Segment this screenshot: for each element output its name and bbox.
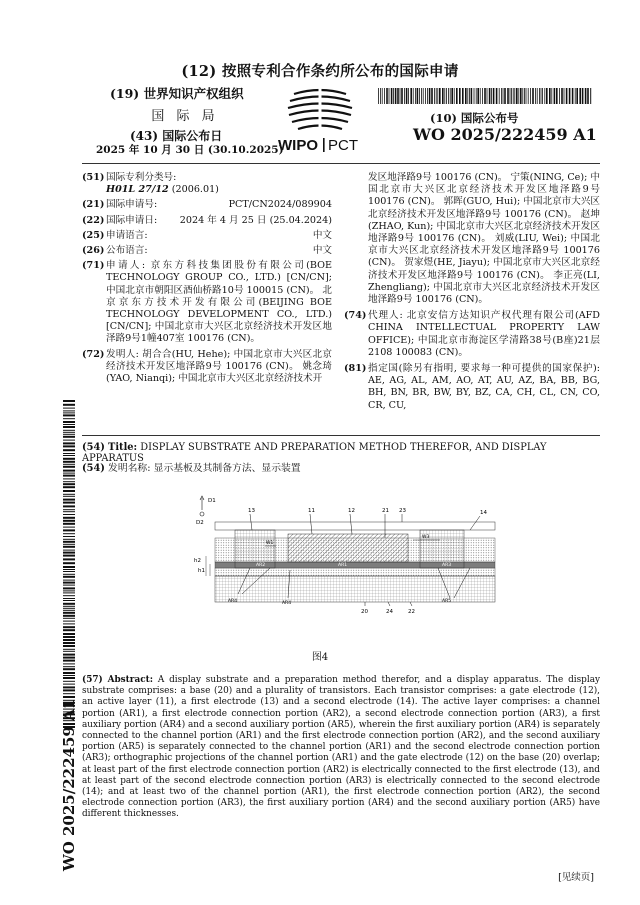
barcode-bar bbox=[566, 88, 568, 104]
barcode-bar bbox=[549, 88, 551, 104]
barcode-bar bbox=[63, 668, 75, 670]
label-11: 11 bbox=[308, 508, 315, 514]
barcode-bar bbox=[579, 88, 581, 104]
barcode-bar bbox=[471, 88, 473, 104]
designated-states: 指定国(除另有指明, 要求每一种可提供的国家保护): AE, AG, AL, AM, AO, AT, AU, AZ, BA, BB, BG, BH, BN, BR, BW, BY, BZ, CA, CH, CL, CN, CO, CR, CU, bbox=[368, 363, 600, 411]
barcode-bar bbox=[63, 574, 75, 575]
barcode-bar bbox=[63, 458, 75, 460]
barcode-bar bbox=[467, 88, 468, 104]
barcode-bar bbox=[63, 434, 75, 435]
barcode-bar bbox=[63, 555, 75, 557]
barcode-bar bbox=[450, 88, 451, 104]
barcode-bar bbox=[408, 88, 409, 104]
barcode-bar bbox=[63, 569, 75, 570]
barcode-bar bbox=[544, 88, 545, 104]
barcode-bar bbox=[378, 88, 379, 104]
label-ar2: AR2 bbox=[256, 563, 266, 568]
barcode-bar bbox=[559, 88, 560, 104]
barcode-bar bbox=[63, 483, 75, 485]
field-51: (51) 国际专利分类号: H01L 27/12 (2006.01) bbox=[82, 172, 219, 196]
barcode-bar bbox=[439, 88, 441, 104]
barcode-bar bbox=[496, 88, 498, 104]
figure-4-diagram bbox=[180, 494, 520, 634]
barcode-bar bbox=[504, 88, 506, 104]
barcode-bar bbox=[537, 88, 538, 104]
barcode-bar bbox=[63, 410, 75, 411]
barcode-bar bbox=[63, 473, 75, 474]
barcode-bar bbox=[503, 88, 504, 104]
barcode-bar bbox=[63, 509, 75, 510]
barcode-bar bbox=[63, 681, 75, 682]
label-ar4-b: AR4 bbox=[282, 601, 292, 606]
barcode-bar bbox=[413, 88, 414, 104]
barcode-bar bbox=[437, 88, 438, 104]
barcode-bar bbox=[63, 562, 75, 564]
label-h1: h1 bbox=[198, 568, 205, 574]
barcode-bar bbox=[386, 88, 388, 104]
label-20: 20 bbox=[361, 609, 368, 615]
barcode-bar bbox=[454, 88, 455, 104]
barcode-bar bbox=[63, 426, 75, 428]
biblio-rule bbox=[82, 435, 600, 436]
barcode-bar bbox=[63, 449, 75, 451]
barcode-bar bbox=[380, 88, 381, 104]
barcode-bar bbox=[389, 88, 390, 104]
barcode-bar bbox=[63, 424, 75, 425]
barcode-bar bbox=[522, 88, 523, 104]
barcode-bar bbox=[448, 88, 449, 104]
pubno: WO 2025/222459 A1 bbox=[413, 125, 597, 144]
barcode-bar bbox=[384, 88, 385, 104]
barcode-bar bbox=[434, 88, 435, 104]
barcode-bar bbox=[63, 693, 75, 694]
barcode-bar bbox=[63, 470, 75, 472]
first-electrode-13 bbox=[235, 530, 275, 568]
barcode-bar bbox=[501, 88, 502, 104]
applicants: 申请人: 京东方科技集团股份有限公司(BOE TECHNOLOGY GROUP CO., LTD.) [CN/CN]; 中国北京市朝阳区酒仙桥路10号 100015 (CN)。 北京京东方技术开发有限公司(BEIJING BOE TECHNOLOGY DEVELOPMENT CO., LTD.) [CN/CN]; 中国北京市大兴区北京经济技术开发区地泽路9号1幢407室 100176 (CN)。 bbox=[106, 260, 332, 345]
barcode-bar bbox=[63, 432, 75, 433]
label-ar4: AR4 bbox=[228, 599, 238, 604]
wipo-logo-icon bbox=[272, 84, 368, 156]
barcode-bar bbox=[518, 88, 519, 104]
field-22: (22) 国际申请日: 2024 年 4 月 25 日 (25.04.2024) bbox=[82, 214, 332, 226]
barcode-bar bbox=[63, 696, 75, 698]
barcode-bar bbox=[516, 88, 518, 104]
barcode-bar bbox=[480, 88, 481, 104]
barcode-bar bbox=[556, 88, 558, 104]
field-21: (21) 国际申请号: PCT/CN2024/089904 bbox=[82, 199, 332, 211]
barcode-bar bbox=[63, 566, 75, 568]
barcode-bar bbox=[442, 88, 444, 104]
barcode-bar bbox=[564, 88, 565, 104]
barcode-bar bbox=[63, 552, 75, 554]
biblio-right-column bbox=[344, 172, 600, 415]
barcode-bar bbox=[63, 677, 75, 679]
barcode-bar bbox=[63, 608, 75, 609]
barcode-bar bbox=[511, 88, 512, 104]
barcode-bar bbox=[63, 684, 75, 685]
barcode-bar bbox=[427, 88, 428, 104]
barcode-bar bbox=[410, 88, 412, 104]
field-25: (25) 申请语言: 中文 bbox=[82, 229, 332, 241]
barcode-bar bbox=[576, 88, 578, 104]
barcode-bar bbox=[63, 481, 75, 482]
label-ar1: AR1 bbox=[338, 563, 348, 568]
barcode-bar bbox=[63, 639, 75, 641]
barcode-bar bbox=[63, 558, 75, 560]
barcode-bar bbox=[63, 595, 75, 596]
barcode-bar bbox=[474, 88, 475, 104]
barcode-bar bbox=[528, 88, 529, 104]
barcode-bar bbox=[63, 629, 75, 631]
barcode-bar bbox=[63, 511, 75, 512]
barcode-bar bbox=[582, 88, 584, 104]
barcode-bar bbox=[63, 576, 75, 578]
barcode-bar bbox=[63, 421, 75, 423]
barcode-bar bbox=[63, 442, 75, 444]
barcode-bar bbox=[63, 618, 75, 619]
barcode-bar bbox=[551, 88, 552, 104]
barcode-bar bbox=[63, 642, 75, 644]
pubdate-label: (43) 国际公布日 bbox=[130, 129, 223, 143]
barcode-bar bbox=[423, 88, 424, 104]
barcode-bar bbox=[63, 580, 75, 581]
barcode-bar bbox=[63, 464, 75, 465]
passivation-23 bbox=[215, 522, 495, 530]
barcode-bar bbox=[63, 603, 75, 605]
barcode-bar bbox=[587, 88, 589, 104]
barcode-bar bbox=[546, 88, 548, 104]
barcode-bar bbox=[462, 88, 464, 104]
barcode-bar bbox=[419, 88, 420, 104]
barcode-bar bbox=[421, 88, 422, 104]
barcode-bar bbox=[585, 88, 587, 104]
title-en: (54) Title: DISPLAY SUBSTRATE AND PREPARATION METHOD THEREFOR, AND DISPLAY APPARATUS bbox=[82, 442, 547, 464]
barcode-bar bbox=[63, 686, 75, 688]
barcode-bar bbox=[63, 440, 75, 441]
label-13: 13 bbox=[248, 508, 255, 514]
barcode-bar bbox=[542, 88, 543, 104]
barcode-bar bbox=[63, 533, 75, 534]
pubdate: 2025 年 10 月 30 日 (30.10.2025) bbox=[96, 144, 284, 156]
barcode-top bbox=[378, 88, 592, 104]
label-d2: D2 bbox=[196, 520, 204, 526]
barcode-bar bbox=[415, 88, 416, 104]
barcode-bar bbox=[63, 582, 75, 584]
barcode-bar bbox=[63, 541, 75, 543]
barcode-bar bbox=[63, 529, 75, 531]
barcode-bar bbox=[444, 88, 445, 104]
barcode-bar bbox=[482, 88, 483, 104]
barcode-bar bbox=[63, 571, 75, 572]
barcode-bar bbox=[575, 88, 576, 104]
barcode-side bbox=[63, 400, 75, 730]
field-74: (74) 代理人: 北京安信方达知识产权代理有限公司(AFD CHINA INTELLECTUAL PROPERTY LAW OFFICE); 中国北京市海淀区学清路38号(B座)21层2108 100083 (CN)。 bbox=[344, 310, 600, 358]
barcode-bar bbox=[63, 430, 75, 431]
barcode-bar bbox=[499, 88, 500, 104]
label-ar3: AR3 bbox=[442, 563, 452, 568]
barcode-bar bbox=[425, 88, 426, 104]
agent: 代理人: 北京安信方达知识产权代理有限公司(AFD CHINA INTELLECTUAL PROPERTY LAW OFFICE); 中国北京市海淀区学清路38号(B座)21层2108 100083 (CN)。 bbox=[368, 310, 600, 358]
barcode-bar bbox=[484, 88, 486, 104]
label-h2: h2 bbox=[194, 558, 201, 564]
continued-note: [见续页] bbox=[558, 872, 594, 883]
label-d1: D1 bbox=[208, 498, 216, 504]
barcode-bar bbox=[63, 606, 75, 607]
barcode-bar bbox=[459, 88, 461, 104]
field-81: (81) 指定国(除另有指明, 要求每一种可提供的国家保护): AE, AG, AL, AM, AO, AT, AU, AZ, BA, BB, BG, BH, BN, BR, BW, BY, BZ, CA, CH, CL, CN, CO, CR, CU, bbox=[344, 363, 600, 411]
barcode-bar bbox=[63, 478, 75, 479]
field-26: (26) 公布语言: 中文 bbox=[82, 245, 332, 257]
pubno-label: (10) 国际公布号 bbox=[430, 111, 519, 125]
barcode-bar bbox=[63, 550, 75, 551]
barcode-bar bbox=[514, 88, 515, 104]
gate-electrode-12 bbox=[288, 534, 408, 562]
barcode-bar bbox=[63, 612, 75, 614]
figure-caption: 图4 bbox=[311, 652, 329, 663]
barcode-bar bbox=[63, 527, 75, 528]
barcode-bar bbox=[63, 445, 75, 447]
barcode-bar bbox=[539, 88, 540, 104]
barcode-bar bbox=[476, 88, 477, 104]
barcode-bar bbox=[382, 88, 383, 104]
pct-text: PCT bbox=[328, 137, 358, 154]
barcode-bar bbox=[63, 610, 75, 611]
barcode-bar bbox=[63, 615, 75, 617]
barcode-bar bbox=[393, 88, 394, 104]
barcode-bar bbox=[63, 598, 75, 599]
barcode-bar bbox=[63, 466, 75, 468]
barcode-bar bbox=[63, 408, 75, 409]
field-72-continued: 发区地泽路9号 100176 (CN)。 宁策(NING, Ce); 中国北京市大兴区北京经济技术开发区地泽路9号 100176 (CN)。 郭晖(GUO, Hui); 中国北京市大兴区北京经济技术开发区地泽路9号 100176 (CN)。 赵坤(ZHAO, Kun); 中国北京市大兴区北京经济技术开发区地泽路9号 100176 (CN)。 刘威(LIU, Wei); 中国北京市大兴区北京经济技术开发区地泽路9号 100176 (CN)。 贺家煜(HE, Jiayu); 中国北京市大兴区北京经济技术开发区地泽路9号 100176 (CN)。 李正亮(LI, Zhengliang); 中国北京市大兴区北京经济技术开发区地泽路9号 100176 (CN)。 bbox=[368, 172, 601, 306]
barcode-bar bbox=[63, 666, 75, 667]
label-21: 21 bbox=[382, 508, 389, 514]
barcode-bar bbox=[569, 88, 571, 104]
label-12: 12 bbox=[348, 508, 355, 514]
barcode-bar bbox=[63, 626, 75, 628]
label-24: 24 bbox=[386, 609, 393, 615]
barcode-bar bbox=[429, 88, 431, 104]
barcode-bar bbox=[456, 88, 458, 104]
barcode-bar bbox=[397, 88, 399, 104]
label-14: 14 bbox=[480, 510, 487, 516]
barcode-bar bbox=[63, 486, 75, 488]
barcode-bar bbox=[395, 88, 397, 104]
barcode-bar bbox=[63, 453, 75, 454]
barcode-bar bbox=[63, 455, 75, 456]
title-zh: (54) 发明名称: 显示基板及其制备方法、显示装置 bbox=[82, 463, 301, 474]
barcode-bar bbox=[491, 88, 492, 104]
barcode-bar bbox=[451, 88, 453, 104]
barcode-bar bbox=[63, 505, 75, 507]
side-pubno: WO 2025/222459 A1 bbox=[60, 698, 78, 872]
barcode-bar bbox=[401, 88, 403, 104]
barcode-bar bbox=[63, 404, 75, 406]
barcode-bar bbox=[63, 536, 75, 537]
inventors: 发明人: 胡合合(HU, Hehe); 中国北京市大兴区北京经济技术开发区地泽路9号 100176 (CN)。 姚念琦(YAO, Nianqi); 中国北京市大兴区北京经济技术开 bbox=[106, 348, 332, 385]
barcode-bar bbox=[561, 88, 563, 104]
barcode-bar bbox=[63, 400, 75, 402]
barcode-bar bbox=[469, 88, 470, 104]
barcode-bar bbox=[63, 663, 75, 664]
office-code: (19) bbox=[110, 86, 140, 101]
barcode-bar bbox=[465, 88, 467, 104]
barcode-bar bbox=[541, 88, 542, 104]
barcode-bar bbox=[63, 600, 75, 601]
abstract-text: A display substrate and a preparation method therefor, and a display apparatus. The display substrate comprises: a base (20) and a plurality of transistors. Each transistor comprises: a gate electrode (12), an active layer (11), a first electrode (13) and a second electrode (14). The active layer comprises: a channel portion (AR1), a first electrode connection portion (AR2), a second electrode connection portion (AR3), a first auxiliary portion (AR4) and a second auxiliary portion (AR5), wherein the first auxiliary portion (AR4) is separately connected to the channel portion (AR1) and the first electrode connection portion (AR2), and the second auxiliary portion (AR5) is separately connected to the channel portion (AR1) and the second electrode connection portion (AR3); orthographic projections of the channel portion (AR1) and the gate electrode (12) on the base (20) overlap; at least part of the first electrode connection portion (AR2) is electrically connected to the first electrode (13), and at least part of the second electrode connection portion (AR3) is electrically connected to the second electrode (14); and at least two of the channel portion (AR1), the first electrode connection portion (AR2), the second electrode connection portion (AR3), the first auxiliary portion (AR4) and the second auxiliary portion (AR5) have different thicknesses. bbox=[82, 675, 601, 820]
barcode-bar bbox=[63, 412, 75, 413]
label-ar5: AR5 bbox=[442, 599, 452, 604]
office-org: 世界知识产权组织 bbox=[143, 86, 244, 101]
barcode-bar bbox=[436, 88, 437, 104]
barcode-bar bbox=[520, 88, 522, 104]
barcode-bar bbox=[63, 496, 75, 497]
barcode-bar bbox=[477, 88, 479, 104]
field-71: (71) 申请人: 京东方科技集团股份有限公司(BOE TECHNOLOGY GROUP CO., LTD.) [CN/CN]; 中国北京市朝阳区酒仙桥路10号 100015 (CN)。 北京京东方技术开发有限公司(BEIJING BOE TECHNOLOGY DEVELOPMENT CO., LTD.) [CN/CN]; 中国北京市大兴区北京经济技术开发区地泽路9号1幢407室 100176 (CN)。 bbox=[82, 260, 332, 345]
barcode-bar bbox=[526, 88, 527, 104]
biblio-left-column bbox=[82, 172, 332, 388]
barcode-bar bbox=[493, 88, 495, 104]
barcode-bar bbox=[63, 499, 75, 501]
field-72: (72) 发明人: 胡合合(HU, Hehe); 中国北京市大兴区北京经济技术开发区地泽路9号 100176 (CN)。 姚念琦(YAO, Nianqi); 中国北京市大兴区北京经济技术开 bbox=[82, 348, 332, 385]
barcode-bar bbox=[63, 645, 75, 647]
barcode-bar bbox=[63, 436, 75, 438]
header-rule bbox=[82, 163, 600, 164]
barcode-bar bbox=[63, 517, 75, 519]
office-name bbox=[110, 84, 260, 102]
barcode-bar bbox=[63, 502, 75, 504]
barcode-bar bbox=[63, 592, 75, 593]
barcode-bar bbox=[487, 88, 488, 104]
barcode-bar bbox=[63, 546, 75, 548]
barcode-bar bbox=[63, 418, 75, 419]
barcode-bar bbox=[63, 623, 75, 624]
barcode-bar bbox=[63, 544, 75, 545]
barcode-bar bbox=[63, 494, 75, 495]
barcode-bar bbox=[554, 88, 556, 104]
office-block bbox=[110, 84, 260, 124]
barcode-bar bbox=[590, 88, 591, 104]
label-w1: W1 bbox=[266, 541, 274, 546]
office-sub: 国 际 局 bbox=[151, 109, 219, 124]
barcode-bar bbox=[532, 88, 534, 104]
barcode-bar bbox=[510, 88, 511, 104]
gate-insulator-layer bbox=[215, 568, 495, 576]
barcode-bar bbox=[63, 539, 75, 540]
direction-axes bbox=[200, 496, 204, 516]
barcode-bar bbox=[446, 88, 447, 104]
barcode-bar bbox=[63, 587, 75, 589]
barcode-bar bbox=[63, 520, 75, 522]
barcode-bar bbox=[417, 88, 419, 104]
barcode-bar bbox=[63, 689, 75, 691]
label-w3: W3 bbox=[422, 535, 430, 540]
barcode-bar bbox=[63, 461, 75, 463]
barcode-bar bbox=[507, 88, 509, 104]
barcode-bar bbox=[406, 88, 408, 104]
barcode-bar bbox=[63, 590, 75, 591]
barcode-bar bbox=[513, 88, 514, 104]
label-22: 22 bbox=[408, 609, 415, 615]
barcode-bar bbox=[63, 585, 75, 586]
barcode-bar bbox=[63, 490, 75, 492]
main-title: (12) 按照专利合作条约所公布的国际申请 bbox=[181, 63, 459, 80]
barcode-bar bbox=[63, 523, 75, 525]
barcode-bar bbox=[63, 475, 75, 477]
barcode-bar bbox=[63, 636, 75, 638]
label-23: 23 bbox=[399, 508, 406, 514]
barcode-bar bbox=[530, 88, 531, 104]
barcode-bar bbox=[404, 88, 405, 104]
barcode-bar bbox=[391, 88, 393, 104]
barcode-bar bbox=[431, 88, 433, 104]
barcode-bar bbox=[489, 88, 491, 104]
barcode-bar bbox=[400, 88, 401, 104]
abstract: (57) Abstract: A display substrate and a preparation method therefor, and a display apparatus. The display substrate comprises: a base (20) and a plurality of transistors. Each transistor comprises: a gate electrode (12), an active layer (11), a first electrode (13) and a second electrode (14). The active layer comprises: a channel portion (AR1), a first electrode connection portion (AR2), a second electrode connection portion (AR3), a first auxiliary portion (AR4) and a second auxiliary portion (AR5), wherein the first auxiliary portion (AR4) is separately connected to the channel portion (AR1) and the first electrode connection portion (AR2), and the second auxiliary portion (AR5) is separately connected to the channel portion (AR1) and the second electrode connection portion (AR3); orthographic projections of the channel portion (AR1) and the gate electrode (12) on the base (20) overlap; at least part of the first electrode connection portion (AR2) is electrically connected to the first electrode (13), and at least part of the second electrode connection portion (AR3) is electrically connected to the second electrode (14); and at least two of the channel portion (AR1), the first electrode connection portion (AR2), the second electrode connection portion (AR3), the first auxiliary portion (AR4) and the second auxiliary portion (AR5) have different thicknesses. bbox=[82, 675, 601, 820]
barcode-bar bbox=[572, 88, 574, 104]
barcode-bar bbox=[63, 675, 75, 676]
barcode-bar bbox=[63, 672, 75, 674]
barcode-bar bbox=[63, 514, 75, 515]
barcode-bar bbox=[524, 88, 525, 104]
barcode-bar bbox=[63, 621, 75, 622]
barcode-bar bbox=[535, 88, 536, 104]
barcode-bar bbox=[63, 633, 75, 635]
wipo-text: WIPO bbox=[278, 137, 318, 154]
barcode-bar bbox=[63, 414, 75, 416]
